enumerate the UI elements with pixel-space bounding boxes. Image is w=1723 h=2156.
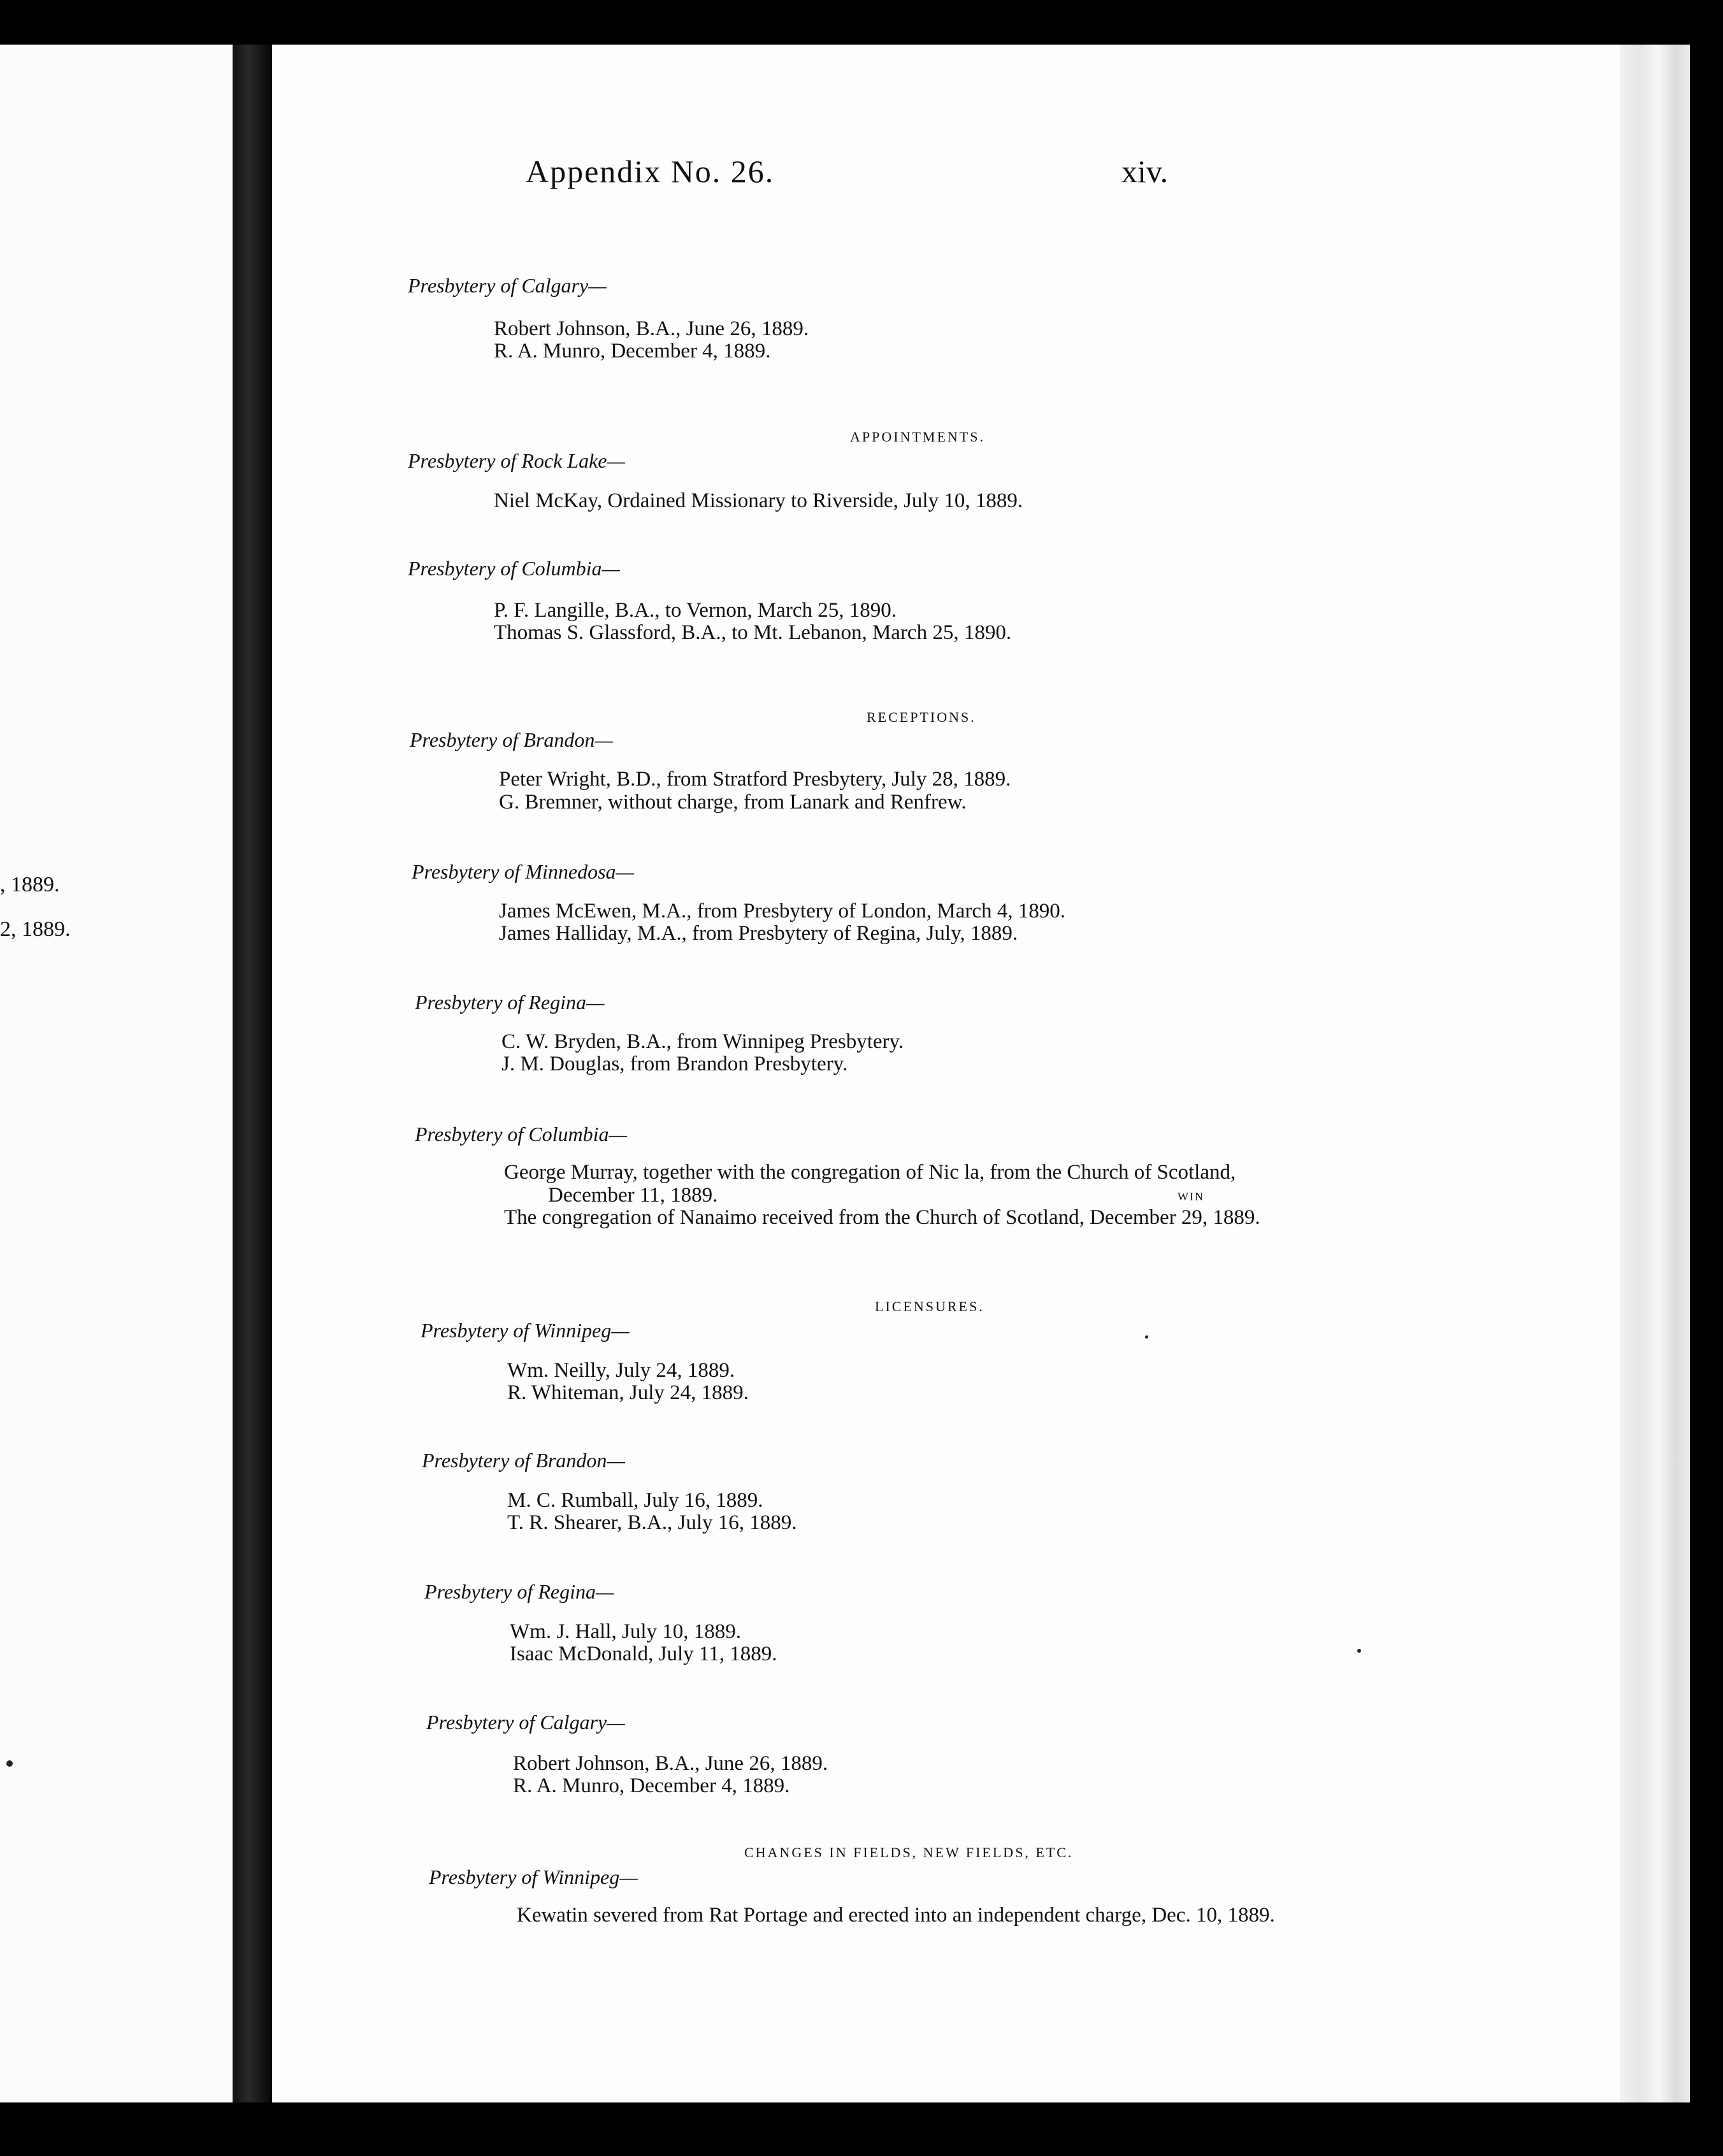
section-title: LICENSURES. [875,1298,984,1314]
entry-line: P. F. Langille, B.A., to Vernon, March 25, 1890. [494,599,897,622]
left-page-fragment: 2, 1889. [0,917,71,941]
entry-line: Niel McKay, Ordained Missionary to Riverside, July 10, 1889. [494,489,1023,512]
presbytery-heading: Presbytery of Calgary— [426,1711,625,1734]
entry-line: R. A. Munro, December 4, 1889. [494,340,771,363]
presbytery-heading: Presbytery of Regina— [424,1580,614,1603]
running-head: Appendix No. 26. [526,154,775,189]
presbytery-heading: Presbytery of Winnipeg— [429,1865,638,1888]
presbytery-heading: Presbytery of Rock Lake— [408,449,625,472]
presbytery-heading: Presbytery of Brandon— [410,728,613,751]
entry-line: The congregation of Nanaimo received from the Church of Scotland, December 29, 1889. [504,1206,1260,1229]
interlinear-mark: WIN [1178,1190,1204,1203]
section-title: APPOINTMENTS. [850,429,985,445]
entry-line: Robert Johnson, B.A., June 26, 1889. [513,1752,828,1775]
entry-line: M. C. Rumball, July 16, 1889. [507,1489,763,1512]
entry-line: George Murray, together with the congregation of Nic la, from the Church of Scotland, [504,1161,1236,1184]
entry-line: T. R. Shearer, B.A., July 16, 1889. [507,1511,797,1534]
presbytery-heading: Presbytery of Calgary— [408,274,607,297]
speck [1357,1649,1361,1653]
presbytery-heading: Presbytery of Columbia— [415,1123,627,1146]
page-edge [1620,45,1690,2102]
presbytery-heading: Presbytery of Brandon— [422,1449,625,1472]
entry-line: James McEwen, M.A., from Presbytery of London, March 4, 1890. [499,900,1066,923]
entry-line: R. Whiteman, July 24, 1889. [507,1381,749,1404]
presbytery-heading: Presbytery of Winnipeg— [421,1319,630,1342]
left-page [0,45,233,2102]
entry-line: December 11, 1889. [548,1184,718,1207]
section-title: CHANGES IN FIELDS, NEW FIELDS, ETC. [744,1844,1074,1860]
right-page [272,45,1690,2102]
entry-line: Kewatin severed from Rat Portage and erected into an independent charge, Dec. 10, 1889. [517,1904,1275,1927]
left-page-fragment: , 1889. [0,873,60,896]
entry-line: Isaac McDonald, July 11, 1889. [510,1642,777,1665]
entry-line: Peter Wright, B.D., from Stratford Presbytery, July 28, 1889. [499,768,1011,791]
entry-line: Wm. J. Hall, July 10, 1889. [510,1620,741,1643]
book-gutter [233,45,272,2102]
entry-line: G. Bremner, without charge, from Lanark and Renfrew. [499,791,967,814]
entry-line: Wm. Neilly, July 24, 1889. [507,1359,735,1382]
entry-line: R. A. Munro, December 4, 1889. [513,1774,790,1797]
presbytery-heading: Presbytery of Regina— [415,991,605,1014]
entry-line: J. M. Douglas, from Brandon Presbytery. [501,1053,848,1075]
entry-line: James Halliday, M.A., from Presbytery of Regina, July, 1889. [499,922,1018,945]
entry-line: C. W. Bryden, B.A., from Winnipeg Presbytery. [501,1030,904,1053]
presbytery-heading: Presbytery of Minnedosa— [412,860,634,883]
speck [1145,1335,1148,1339]
entry-line: Thomas S. Glassford, B.A., to Mt. Lebanon, March 25, 1890. [494,621,1012,644]
presbytery-heading: Presbytery of Columbia— [408,557,620,580]
page-number: xiv. [1121,154,1169,189]
speck [6,1760,13,1767]
section-title: RECEPTIONS. [867,709,976,725]
entry-line: Robert Johnson, B.A., June 26, 1889. [494,317,809,340]
